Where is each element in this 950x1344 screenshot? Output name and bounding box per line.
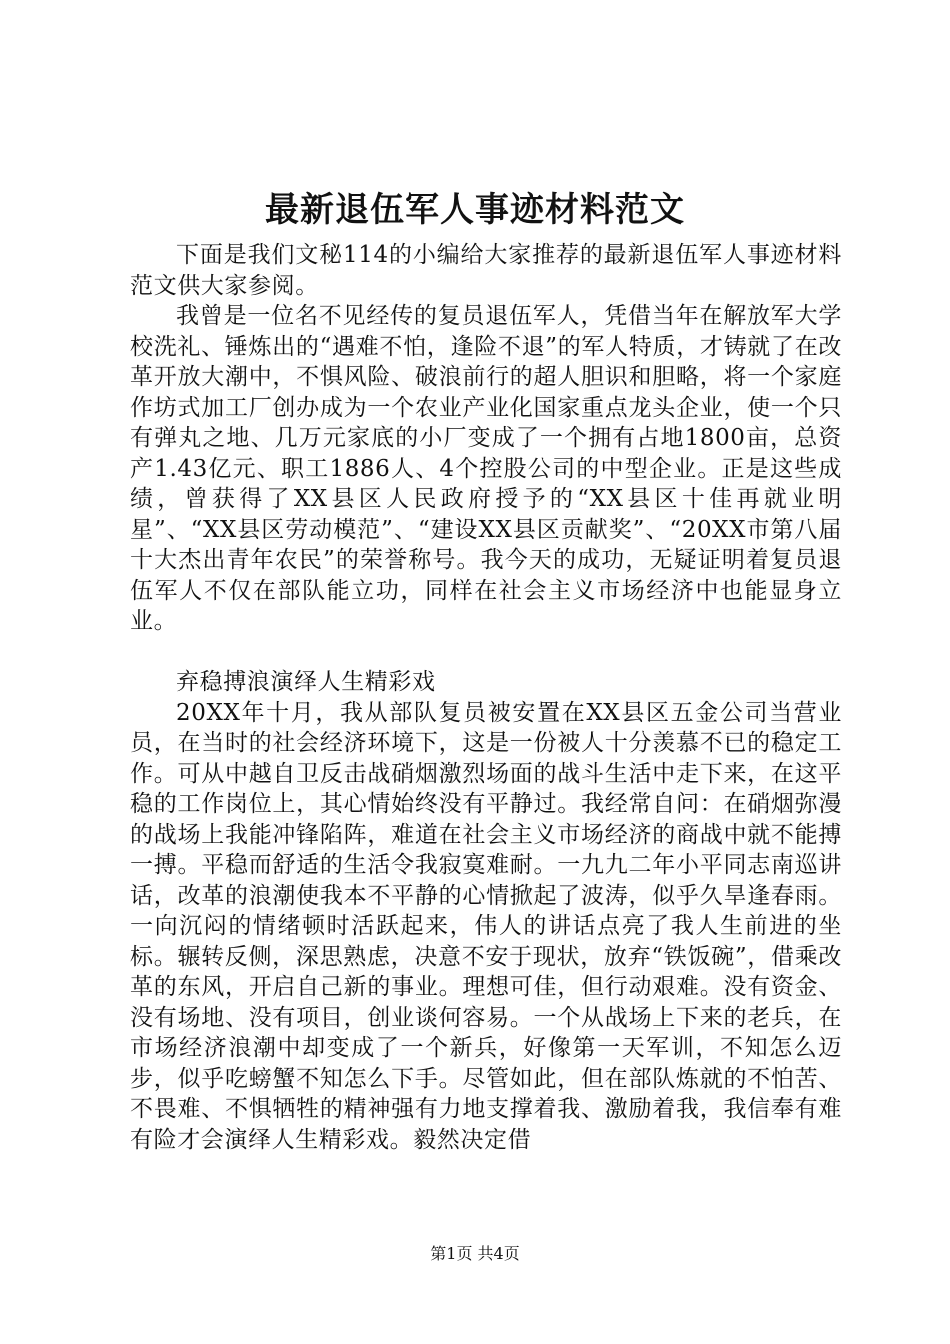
document-body (130, 240, 842, 1155)
document-title: 最新退伍军人事迹材料范文 (265, 190, 685, 230)
paragraph-background: 我曾是一位名不见经传的复员退伍军人，凭借当年在解放军大学校洗礼、锤炼出的“遇难不怕，逢险不退”的军人特质，才铸就了在改革开放大潮中，不惧风险、破浪前行的超人胆识和胆略，将一个家庭作坊式加工厂创办成为一个农业产业化国家重点龙头企业，使一个只有弹丸之地、几万元家底的小厂变成了一个拥有占地1800亩，总资产1.43亿元、职工1886人、4个控股公司的中型企业。正是这些成绩，曾获得了XX县区人民政府授予的“XX县区十佳再就业明星”、“XX县区劳动模范”、“建设XX县区贡献奖”、“20XX市第八届十大杰出青年农民”的荣誉称号。我今天的成功，无疑证明着复员退伍军人不仅在部队能立功，同样在社会主义市场经济中也能显身立业。 (130, 303, 842, 634)
paragraph-intro: 下面是我们文秘114的小编给大家推荐的最新退伍军人事迹材料范文供大家参阅。 (130, 242, 842, 299)
section-heading: 弃稳搏浪演绎人生精彩戏 (176, 669, 436, 695)
page-number-footer: 第1页 共4页 (430, 1244, 520, 1263)
paragraph-story: 20XX年十月，我从部队复员被安置在XX县区五金公司当营业员，在当时的社会经济环境下，这是一份被人十分羡慕不已的稳定工作。可从中越自卫反击战硝烟激烈场面的战斗生活中走下来，在这平稳的工作岗位上，其心情始终没有平静过。我经常自问：在硝烟弥漫的战场上我能冲锋陷阵，难道在社会主义市场经济的商战中就不能搏一搏。平稳而舒适的生活令我寂寞难耐。一九九二年小平同志南巡讲话，改革的浪潮使我本不平静的心情掀起了波涛，似乎久旱逢春雨。一向沉闷的情绪顿时活跃起来，伟人的讲话点亮了我人生前进的坐标。辗转反侧，深思熟虑，决意不安于现状，放弃“铁饭碗”，借乘改革的东风，开启自己新的事业。理想可佳，但行动艰难。没有资金、没有场地、没有项目，创业谈何容易。一个从战场上下来的老兵，在市场经济浪潮中却变成了一个新兵，好像第一天军训，不知怎么迈步，似乎吃螃蟹不知怎么下手。尽管如此，但在部队炼就的不怕苦、不畏难、不惧牺牲的精神强有力地支撑着我、激励着我，我信奉有难有险才会演绎人生精彩戏。毅然决定借 (130, 699, 842, 1153)
paragraph-spacer (130, 637, 842, 668)
